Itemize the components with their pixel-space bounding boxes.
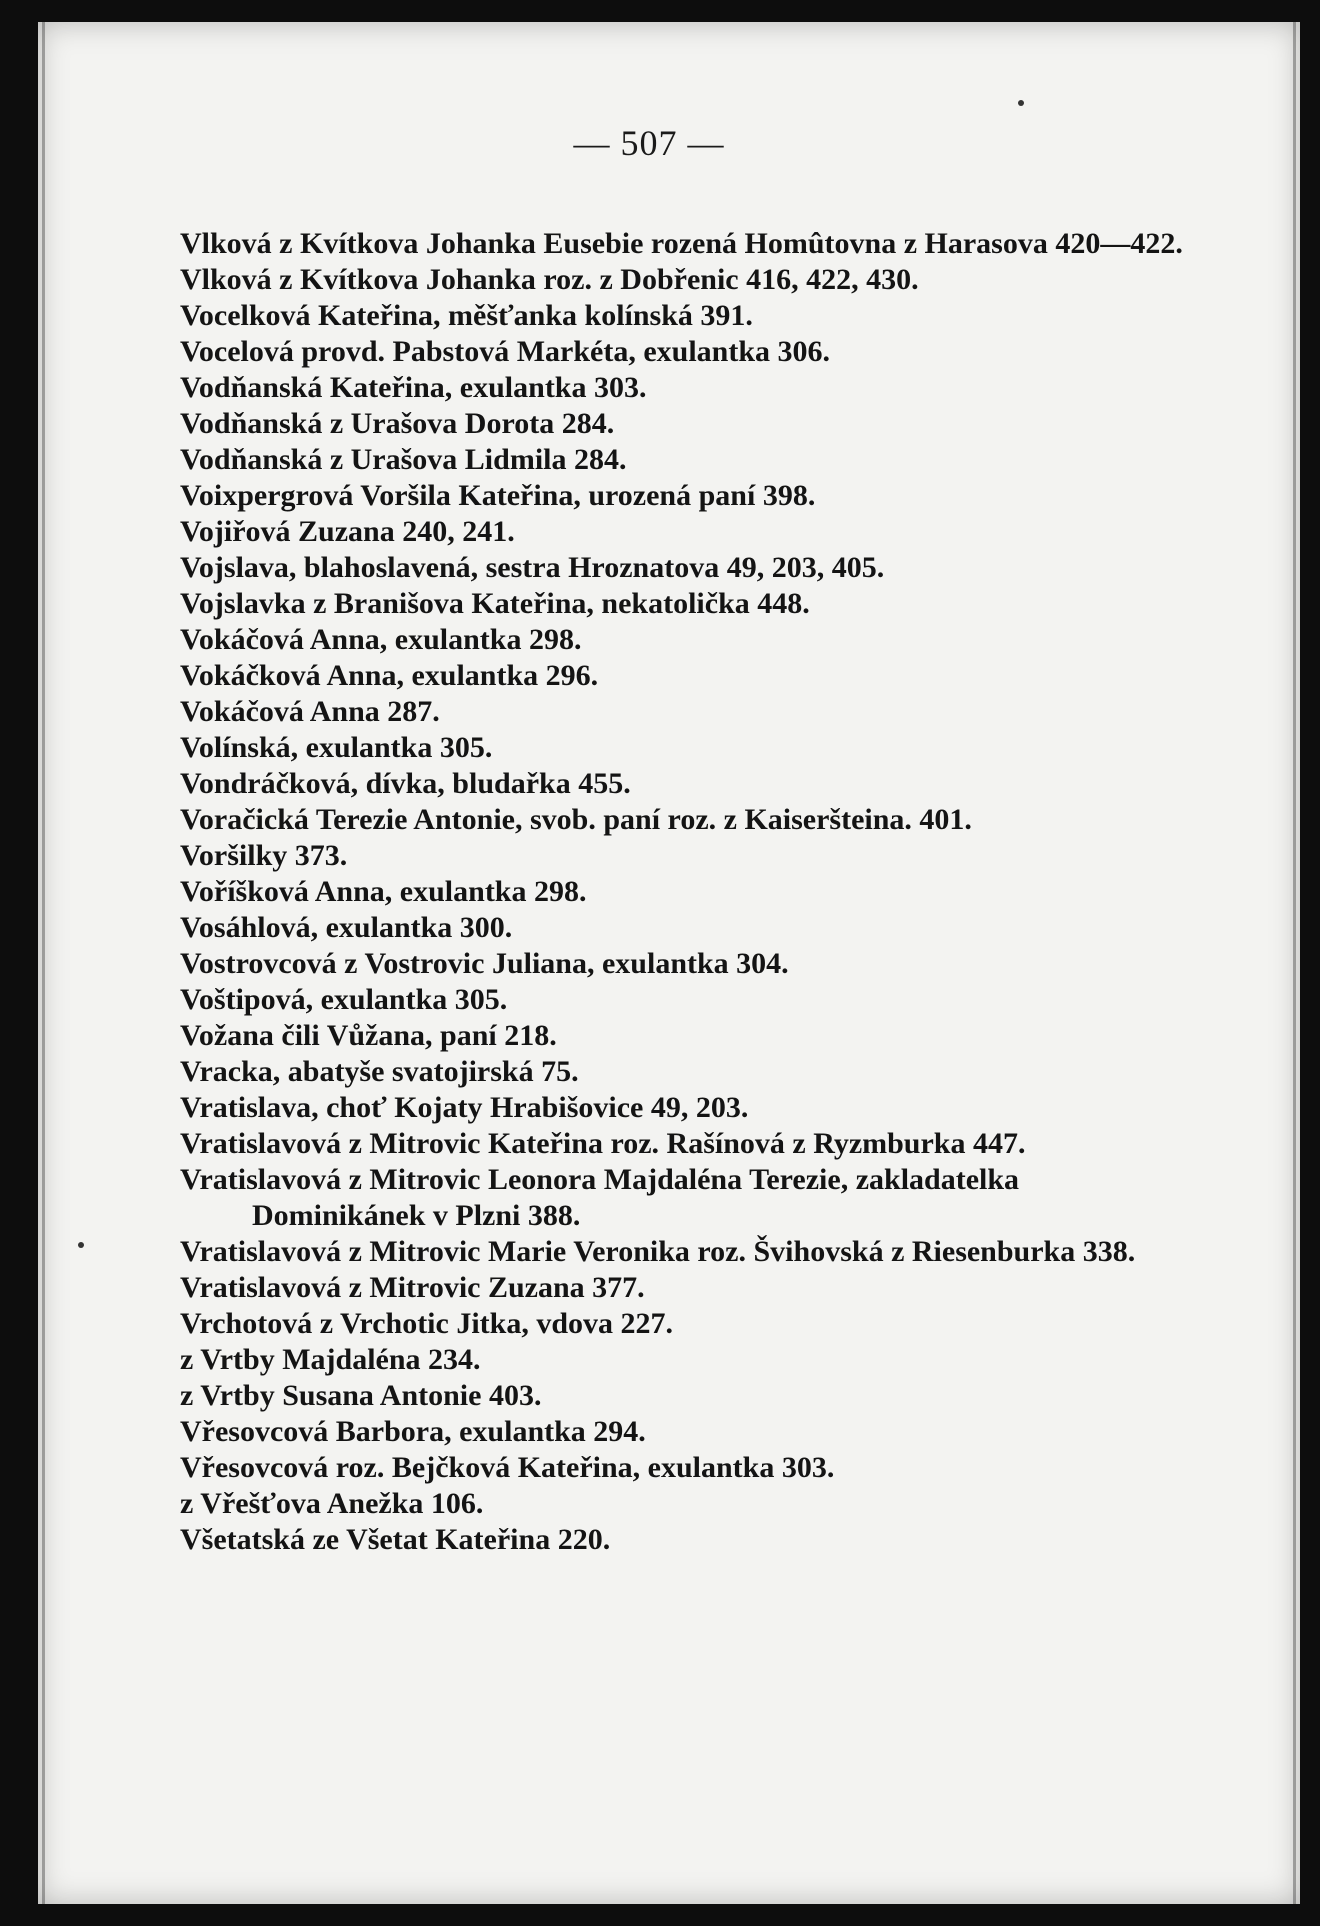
index-entry: Vřesovcová roz. Bejčková Kateřina, exulantka 303. — [180, 1451, 835, 1484]
index-entry: Vratislavová z Mitrovic Leonora Majdaléna Terezie, zakladatelka Dominikánek v Plzni 388. — [180, 1163, 1020, 1232]
index-entry: Vracka, abatyše svatojirská 75. — [180, 1055, 579, 1088]
index-entry: Voříšková Anna, exulantka 298. — [180, 875, 587, 908]
index-entry: Vondráčková, dívka, bludařka 455. — [180, 767, 631, 800]
index-entry: Vratislavová z Mitrovic Zuzana 377. — [180, 1271, 645, 1304]
index-entry: z Vrtby Majdaléna 234. — [180, 1343, 481, 1376]
name-index-list — [180, 226, 1190, 1558]
index-entry: Vratislavová z Mitrovic Marie Veronika roz. Švihovská z Riesenburka 338. — [180, 1235, 1136, 1268]
page-edge-shadow — [1293, 22, 1296, 1904]
index-entry: Všetatská ze Všetat Kateřina 220. — [180, 1523, 611, 1556]
index-entry: Vlková z Kvítkova Johanka Eusebie rozená Homûtovna z Harasova 420—422. — [180, 227, 1183, 260]
index-entry: z Vrtby Susana Antonie 403. — [180, 1379, 542, 1412]
index-entry: Voršilky 373. — [180, 839, 348, 872]
index-entry: Vratislavová z Mitrovic Kateřina roz. Rašínová z Ryzmburka 447. — [180, 1127, 1026, 1160]
index-entry: Vokáčová Anna 287. — [180, 695, 440, 728]
index-entry: Vřesovcová Barbora, exulantka 294. — [180, 1415, 646, 1448]
ink-speck — [78, 1242, 84, 1248]
index-entry: Vodňanská z Urašova Lidmila 284. — [180, 443, 627, 476]
index-entry: Vojslava, blahoslavená, sestra Hroznatova 49, 203, 405. — [180, 551, 885, 584]
index-entry: Vratislava, choť Kojaty Hrabišovice 49, 203. — [180, 1091, 749, 1124]
index-entry: Vojiřová Zuzana 240, 241. — [180, 515, 515, 548]
index-entry: Vokáčová Anna, exulantka 298. — [180, 623, 582, 656]
index-entry: Vojslavka z Branišova Kateřina, nekatolička 448. — [180, 587, 810, 620]
index-entry: Vostrovcová z Vostrovic Juliana, exulantka 304. — [180, 947, 789, 980]
index-entry: Vocelová provd. Pabstová Markéta, exulantka 306. — [180, 335, 831, 368]
index-entry: Vocelková Kateřina, měšťanka kolínská 391. — [180, 299, 753, 332]
index-entry: Volínská, exulantka 305. — [180, 731, 493, 764]
index-entry: Voštipová, exulantka 305. — [180, 983, 508, 1016]
index-entry: Vožana čili Vůžana, paní 218. — [180, 1019, 557, 1052]
book-page — [38, 22, 1300, 1904]
page-number: — 507 — — [573, 123, 725, 163]
ink-speck — [1018, 100, 1024, 106]
index-entry: Vlková z Kvítkova Johanka roz. z Dobřenic 416, 422, 430. — [180, 263, 919, 296]
index-entry: Vokáčková Anna, exulantka 296. — [180, 659, 599, 692]
index-entry: z Vřešťova Anežka 106. — [180, 1487, 484, 1520]
page-edge-shadow — [42, 22, 45, 1904]
index-entry: Vrchotová z Vrchotic Jitka, vdova 227. — [180, 1307, 674, 1340]
index-entry: Voixpergrová Voršila Kateřina, urozená paní 398. — [180, 479, 816, 512]
index-entry: Vodňanská z Urašova Dorota 284. — [180, 407, 615, 440]
index-entry: Voračická Terezie Antonie, svob. paní roz. z Kaiseršteina. 401. — [180, 803, 972, 836]
index-entry: Vodňanská Kateřina, exulantka 303. — [180, 371, 647, 404]
index-entry: Vosáhlová, exulantka 300. — [180, 911, 513, 944]
